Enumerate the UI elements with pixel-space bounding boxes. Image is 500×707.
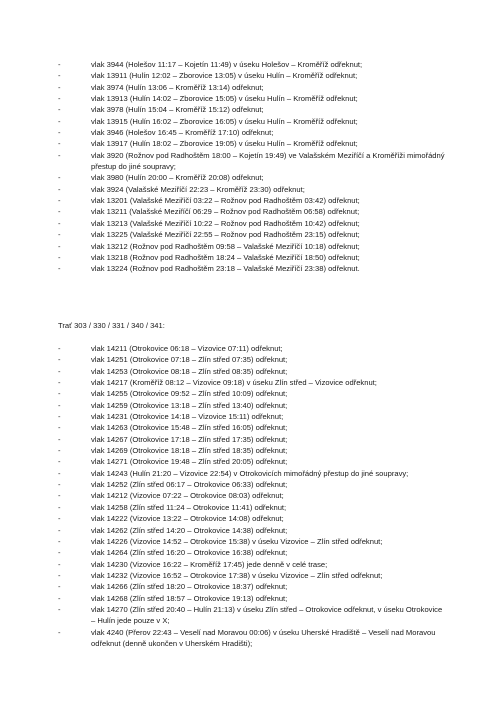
list-item-text: vlak 14258 (Zlín střed 11:24 – Otrokovice 11:41) odřeknut; (91, 502, 287, 512)
list-item (58, 377, 448, 388)
list-item-text: vlak 13915 (Hulín 16:02 – Zborovice 16:05) v úseku Hulín – Kroměříž odřeknut; (91, 116, 358, 126)
list-item (58, 502, 448, 513)
list-item (58, 627, 448, 650)
list-item-text: vlak 4240 (Přerov 22:43 – Veselí nad Moravou 00:06) v úseku Uherské Hradiště – Veselí nad Moravou odřeknut (denně ukončen v Uherském Hradišti); (91, 627, 436, 648)
list-item-text: vlak 3946 (Holešov 16:45 – Kroměříž 17:10) odřeknut; (91, 128, 274, 138)
bullet-dash: - (58, 378, 61, 388)
bullet-dash: - (58, 105, 61, 115)
list-item (58, 366, 448, 377)
list-item (58, 127, 448, 138)
list-item-text: vlak 14271 (Otrokovice 19:48 – Zlín střed 20:05) odřeknut; (91, 457, 288, 467)
bullet-dash: - (58, 536, 61, 546)
bullet-dash: - (58, 218, 61, 228)
list-item (58, 593, 448, 604)
list-item (58, 138, 448, 149)
list-item-text: vlak 13917 (Hulín 18:02 – Zborovice 19:05) v úseku Hulín – Kroměříž odřeknut; (91, 139, 358, 149)
list-item-text: vlak 14263 (Otrokovice 15:48 – Zlín střed 16:05) odřeknut; (91, 423, 288, 433)
list-item-text: vlak 3924 (Valašské Meziříčí 22:23 – Kroměříž 23:30) odřeknut; (91, 184, 305, 194)
list-item (58, 422, 448, 433)
list-item-text: vlak 3978 (Hulín 15:04 – Kroměříž 15:12) odřeknut; (91, 105, 264, 115)
list-item (58, 70, 448, 81)
list-item (58, 456, 448, 467)
bullet-dash: - (58, 514, 61, 524)
bullet-dash: - (58, 82, 61, 92)
list-item (58, 604, 448, 627)
list-item (58, 490, 448, 501)
list-item (58, 206, 448, 217)
list-item-text: vlak 14253 (Otrokovice 08:18 – Zlín střed 08:35) odřeknut; (91, 366, 288, 376)
list-item (58, 581, 448, 592)
list-item (58, 343, 448, 354)
list-item-text: vlak 13212 (Rožnov pod Radhoštěm 09:58 – Valašské Meziříčí 10:18) odřeknut; (91, 241, 360, 251)
list-item (58, 479, 448, 490)
list-item (58, 82, 448, 93)
bullet-dash: - (58, 491, 61, 501)
bullet-dash: - (58, 196, 61, 206)
list-item-text: vlak 14217 (Kroměříž 08:12 – Vizovice 09:18) v úseku Zlín střed – Vizovice odřeknut; (91, 378, 377, 388)
bullet-dash: - (58, 593, 61, 603)
list-item-text: vlak 14212 (Vizovice 07:22 – Otrokovice 08:03) odřeknut; (91, 491, 284, 501)
list-item (58, 513, 448, 524)
list-item-text: vlak 14231 (Otrokovice 14:18 – Vizovice 15:11) odřeknut; (91, 412, 284, 422)
list-item-text: vlak 14251 (Otrokovice 07:18 – Zlín střed 07:35) odřeknut; (91, 355, 288, 365)
list-item-text: vlak 14230 (Vizovice 16:22 – Kroměříž 17:45) jede denně v celé trase; (91, 559, 328, 569)
bullet-dash: - (58, 150, 61, 160)
list-item-text: vlak 3974 (Hulín 13:06 – Kroměříž 13:14) odřeknut; (91, 82, 264, 92)
list-item (58, 104, 448, 115)
section-heading: Trať 303 / 330 / 331 / 340 / 341: (58, 321, 165, 330)
bullet-dash: - (58, 434, 61, 444)
list-item (58, 116, 448, 127)
bullet-dash: - (58, 71, 61, 81)
bullet-dash: - (58, 423, 61, 433)
list-item (58, 93, 448, 104)
bullet-dash: - (58, 230, 61, 240)
list-item-text: vlak 13913 (Hulín 14:02 – Zborovice 15:05) v úseku Hulín – Kroměříž odřeknut; (91, 94, 358, 104)
bullet-dash: - (58, 94, 61, 104)
bullet-dash: - (58, 457, 61, 467)
list-item-text: vlak 13211 (Valašské Meziříčí 06:29 – Rožnov pod Radhoštěm 06:58) odřeknut; (91, 207, 360, 217)
list-item-text: vlak 14255 (Otrokovice 09:52 – Zlín střed 10:09) odřeknut; (91, 389, 288, 399)
bullet-dash: - (58, 604, 61, 614)
train-list-section-1 (58, 59, 448, 275)
bullet-dash: - (58, 207, 61, 217)
bullet-dash: - (58, 128, 61, 138)
bullet-dash: - (58, 570, 61, 580)
bullet-dash: - (58, 389, 61, 399)
list-item (58, 354, 448, 365)
bullet-dash: - (58, 559, 61, 569)
list-item-text: vlak 14268 (Zlín střed 18:57 – Otrokovice 19:13) odřeknut; (91, 593, 288, 603)
list-item-text: vlak 14267 (Otrokovice 17:18 – Zlín střed 17:35) odřeknut; (91, 434, 288, 444)
list-item-text: vlak 13218 (Rožnov pod Radhoštěm 18:24 – Valašské Meziříčí 18:50) odřeknut; (91, 252, 360, 262)
list-item (58, 559, 448, 570)
bullet-dash: - (58, 344, 61, 353)
list-item (58, 59, 448, 70)
list-item-text: vlak 3980 (Hulín 20:00 – Kroměříž 20:08) odřeknut; (91, 173, 264, 183)
list-item (58, 411, 448, 422)
train-list-section-2 (58, 343, 448, 649)
bullet-dash: - (58, 139, 61, 149)
list-item (58, 150, 448, 173)
list-item (58, 229, 448, 240)
list-item-text: vlak 14243 (Hulín 21:20 – Vizovice 22:54) v Otrokovicích mimořádný přestup do jiné soupravy; (91, 468, 409, 478)
bullet-dash: - (58, 582, 61, 592)
bullet-dash: - (58, 548, 61, 558)
list-item-text: vlak 14222 (Vizovice 13:22 – Otrokovice 14:08) odřeknut; (91, 514, 284, 524)
list-item (58, 525, 448, 536)
bullet-dash: - (58, 412, 61, 422)
list-item-text: vlak 14269 (Otrokovice 18:18 – Zlín střed 18:35) odřeknut; (91, 446, 288, 456)
list-item-text: vlak 13224 (Rožnov pod Radhoštěm 23:18 – Valašské Meziříčí 23:38) odřeknut. (91, 264, 360, 274)
bullet-dash: - (58, 252, 61, 262)
list-item (58, 195, 448, 206)
bullet-dash: - (58, 400, 61, 410)
list-item-text: vlak 14266 (Zlín střed 18:20 – Otrokovice 18:37) odřeknut; (91, 582, 288, 592)
bullet-dash: - (58, 264, 61, 274)
list-item (58, 468, 448, 479)
list-item-text: vlak 13911 (Hulín 12:02 – Zborovice 13:05) v úseku Hulín – Kroměříž odřeknut; (91, 71, 358, 81)
list-item (58, 536, 448, 547)
list-item (58, 252, 448, 263)
list-item (58, 241, 448, 252)
list-item-text: vlak 3944 (Holešov 11:17 – Kojetín 11:49) v úseku Holešov – Kroměříž odřeknut; (91, 60, 363, 69)
list-item (58, 263, 448, 274)
bullet-dash: - (58, 502, 61, 512)
list-item-text: vlak 14252 (Zlín střed 06:17 – Otrokovice 06:33) odřeknut; (91, 480, 288, 490)
bullet-dash: - (58, 355, 61, 365)
list-item-text: vlak 14262 (Zlín střed 14:20 – Otrokovice 14:38) odřeknut; (91, 525, 288, 535)
list-item-text: vlak 13201 (Valašské Meziříčí 03:22 – Rožnov pod Radhoštěm 03:42) odřeknut; (91, 196, 360, 206)
bullet-dash: - (58, 525, 61, 535)
list-item-text: vlak 14232 (Vizovice 16:52 – Otrokovice 17:38) v úseku Vizovice – Zlín střed odřeknut; (91, 570, 383, 580)
list-item-text: vlak 14270 (Zlín střed 20:40 – Hulín 21:13) v úseku Zlín střed – Otrokovice odřeknut, v úseku Otrokovice – Hulín jede pouze v X; (91, 604, 443, 626)
list-item-text: vlak 13225 (Valašské Meziříčí 22:55 – Rožnov pod Radhoštěm 23:15) odřeknut; (91, 230, 360, 240)
list-item (58, 445, 448, 456)
list-item-text: vlak 3920 (Rožnov pod Radhoštěm 18:00 – Kojetín 19:49) ve Valašském Meziříčí a Kroměříži mimořádný přestup do jiné soupravy; (91, 150, 445, 172)
list-item (58, 172, 448, 183)
bullet-dash: - (58, 60, 61, 69)
list-item-text: vlak 13213 (Valašské Meziříčí 10:22 – Rožnov pod Radhoštěm 10:42) odřeknut; (91, 218, 360, 228)
list-item-text: vlak 14226 (Vizovice 14:52 – Otrokovice 15:38) v úseku Vizovice – Zlín střed odřeknut; (91, 536, 383, 546)
list-item (58, 400, 448, 411)
bullet-dash: - (58, 468, 61, 478)
list-item (58, 388, 448, 399)
bullet-dash: - (58, 116, 61, 126)
bullet-dash: - (58, 366, 61, 376)
list-item (58, 547, 448, 558)
bullet-dash: - (58, 446, 61, 456)
bullet-dash: - (58, 173, 61, 183)
list-item (58, 570, 448, 581)
list-item-text: vlak 14259 (Otrokovice 13:18 – Zlín střed 13:40) odřeknut; (91, 400, 288, 410)
list-item (58, 218, 448, 229)
bullet-dash: - (58, 627, 61, 637)
list-item-text: vlak 14264 (Zlín střed 16:20 – Otrokovice 16:38) odřeknut; (91, 548, 288, 558)
bullet-dash: - (58, 184, 61, 194)
list-item (58, 184, 448, 195)
list-item (58, 434, 448, 445)
list-item-text: vlak 14211 (Otrokovice 06:18 – Vizovice 07:11) odřeknut; (91, 344, 283, 353)
bullet-dash: - (58, 480, 61, 490)
bullet-dash: - (58, 241, 61, 251)
